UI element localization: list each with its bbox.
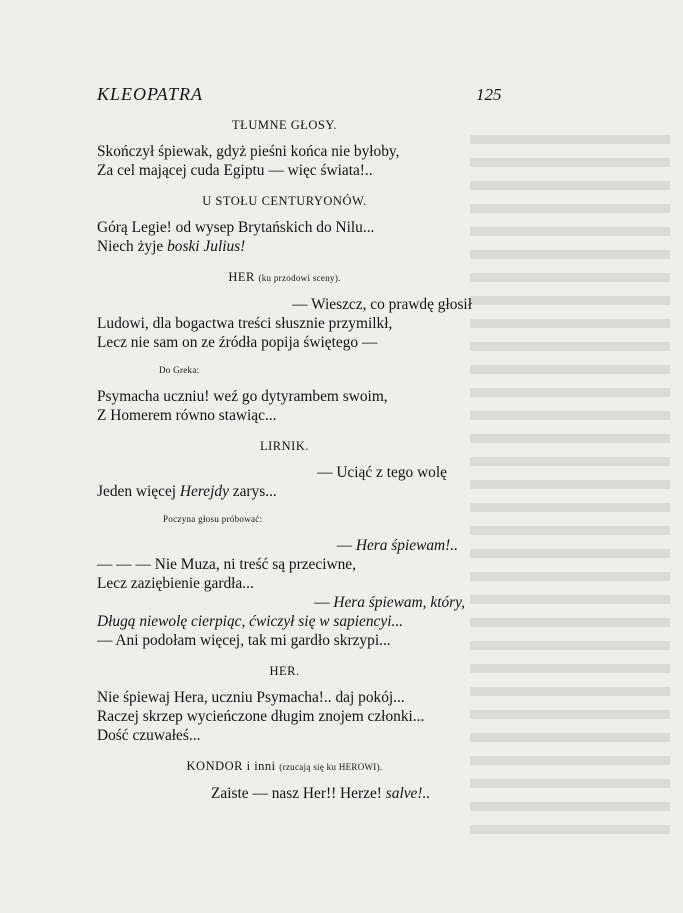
- show-through-text: [470, 135, 670, 775]
- page-number: 125: [476, 85, 502, 104]
- italic-phrase: Herejdy: [179, 483, 229, 500]
- stage-direction: Poczyna głosu próbować:: [163, 514, 263, 524]
- verse-line: Lecz nie sam on ze źródła popija świętego —: [97, 334, 378, 351]
- verse-line: Górą Legie! od wysep Brytańskich do Nilu...: [97, 219, 375, 236]
- running-header-title: KLEOPATRA: [97, 84, 204, 104]
- verse-line: — Ani podołam więcej, tak mi gardło skrzypi...: [97, 632, 391, 649]
- verse-line: Z Homerem równo stawiąc...: [97, 407, 277, 424]
- verse-line: Ludowi, dla bogactwa treści słusznie przymilkł,: [97, 315, 393, 332]
- italic-phrase: salve!..: [385, 785, 431, 802]
- verse-line: Za cel mającej cuda Egiptu — więc świata!..: [97, 162, 373, 179]
- verse-line: Psymacha uczniu! weź go dytyrambem swoim,: [97, 388, 388, 405]
- speaker-heading: U STOŁU CENTURYONÓW.: [202, 194, 367, 208]
- italic-phrase: Hera śpiewam, który,: [333, 594, 465, 611]
- verse-line: — — — Nie Muza, ni treść są przeciwne,: [97, 556, 356, 573]
- speaker-heading: KONDOR i inni (rzucają się ku HEROWI).: [186, 759, 383, 773]
- speaker-heading: TŁUMNE GŁOSY.: [232, 118, 337, 132]
- play-text: [97, 116, 472, 803]
- verse-line: Nie śpiewaj Hera, uczniu Psymacha!.. daj pokój...: [97, 689, 405, 706]
- verse-line: — Wieszcz, co prawdę głosił: [292, 296, 472, 313]
- italic-phrase: Hera śpiewam!..: [355, 537, 458, 554]
- verse-line: Długą niewolę cierpiąc, ćwiczył się w sapiencyi...: [97, 613, 404, 630]
- speaker-heading: LIRNIK.: [260, 439, 309, 453]
- verse-line: Jeden więcej Herejdy zarys...: [97, 483, 277, 500]
- speaker-heading: HER (ku przodowi sceny).: [228, 270, 341, 284]
- verse-line: — Hera śpiewam, który,: [314, 594, 465, 611]
- verse-line: Niech żyje boski Julius!: [97, 238, 246, 255]
- italic-phrase: boski Julius!: [167, 238, 246, 255]
- speaker-heading: HER.: [269, 664, 300, 678]
- verse-line: Skończył śpiewak, gdyż pieśni końca nie byłoby,: [97, 143, 400, 160]
- verse-line: Raczej skrzep wycieńczone długim znojem członki...: [97, 708, 425, 725]
- stage-direction: (ku przodowi sceny).: [258, 273, 341, 283]
- verse-line: — Uciąć z tego wolę: [317, 464, 447, 481]
- verse-line: Dość czuwałeś...: [97, 727, 201, 744]
- stage-direction: (rzucają się ku HEROWI).: [279, 762, 383, 772]
- verse-line: Lecz zaziębienie gardła...: [97, 575, 254, 592]
- verse-line: Zaiste — nasz Her!! Herze! salve!..: [211, 785, 431, 802]
- stage-direction: Do Greka:: [159, 365, 200, 375]
- verse-line: — Hera śpiewam!..: [336, 537, 458, 554]
